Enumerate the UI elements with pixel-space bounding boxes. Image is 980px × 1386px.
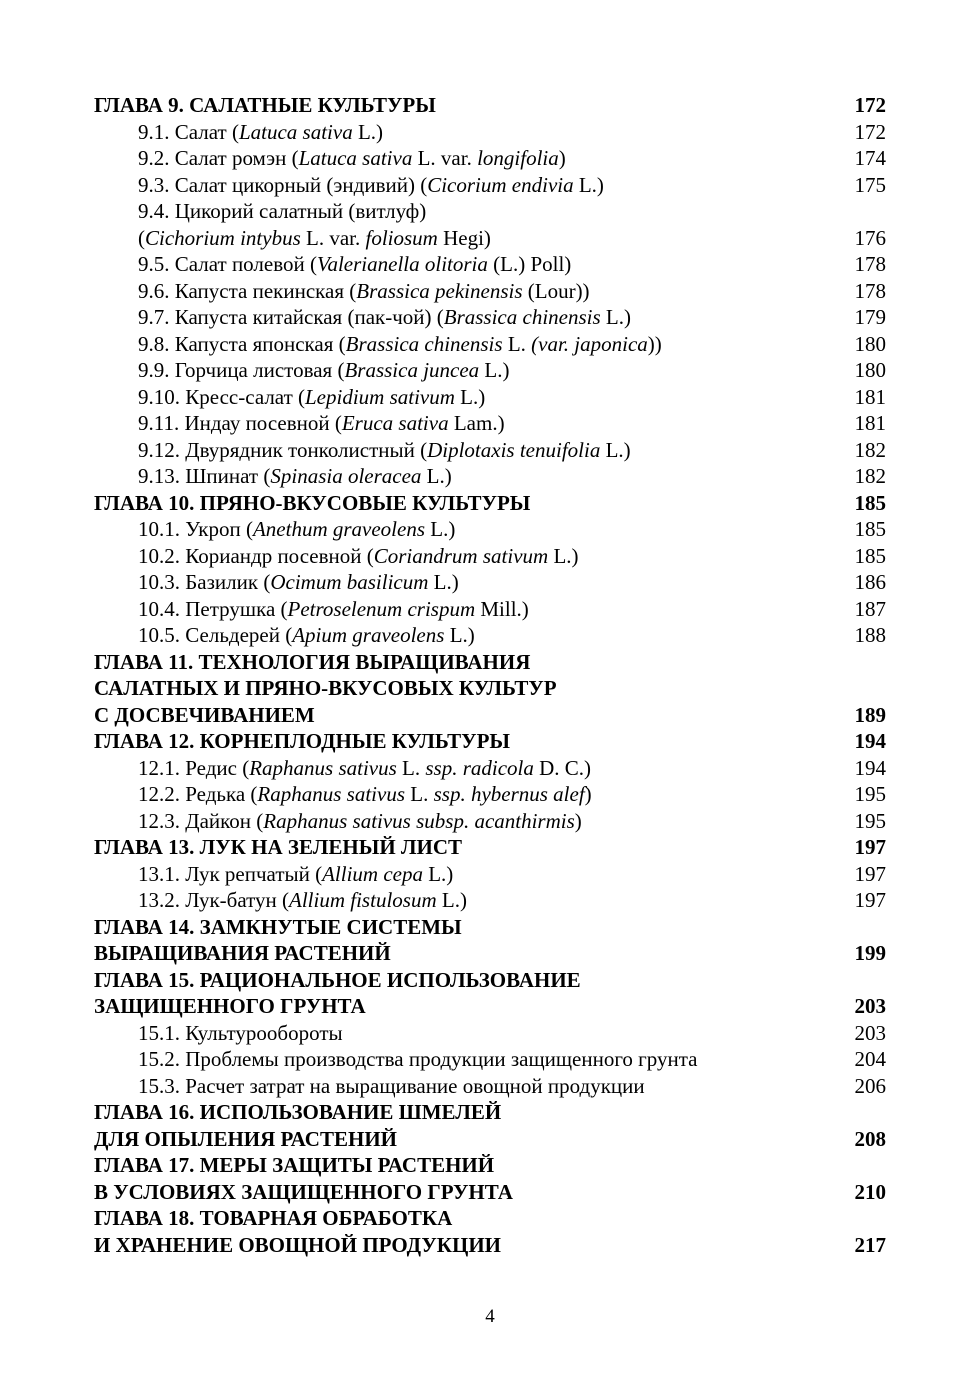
latin-name: Brassica juncea: [344, 358, 480, 382]
title-text: ГЛАВА 13. ЛУК НА ЗЕЛЕНЫЙ ЛИСТ: [94, 835, 463, 859]
toc-entry-title: [138, 887, 467, 914]
toc-entry-title: [138, 278, 590, 305]
toc-entry-title: [94, 92, 436, 119]
toc-entry-title: [94, 702, 315, 729]
toc-page-number: 187: [854, 596, 886, 621]
toc-entry-title: [94, 490, 530, 517]
toc-entry-title: [138, 331, 662, 358]
title-text: ГЛАВА 16. ИСПОЛЬЗОВАНИЕ ШМЕЛЕЙ: [94, 1100, 502, 1124]
title-text: 13.1. Лук репчатый (: [138, 861, 323, 886]
toc-section-entry[interactable]: [94, 225, 886, 252]
title-text: 9.6. Капуста пекинская (: [138, 278, 357, 303]
title-text: 12.1. Редис (: [138, 755, 250, 780]
latin-name: Raphanus sativus: [257, 782, 406, 806]
toc-page-number: 182: [854, 464, 886, 488]
toc-section-entry[interactable]: [94, 543, 886, 570]
toc-section-entry[interactable]: [94, 304, 886, 331]
toc-entry-title: [138, 861, 453, 888]
toc-entry-title: [138, 808, 582, 835]
toc-entry-title: [138, 251, 571, 278]
title-text: 9.4. Цикорий салатный (витлуф): [138, 199, 427, 223]
table-of-contents: [94, 92, 886, 1258]
title-text: L.): [573, 172, 604, 197]
toc-entry-title: [138, 225, 491, 252]
toc-chapter-entry[interactable]: [94, 1205, 886, 1232]
title-text: И ХРАНЕНИЕ ОВОЩНОЙ ПРОДУКЦИИ: [94, 1232, 501, 1257]
toc-section-entry[interactable]: [94, 622, 886, 649]
toc-entry-title: [138, 622, 475, 649]
latin-name: Allium cepa: [322, 861, 423, 886]
toc-section-entry[interactable]: [94, 808, 886, 835]
title-text: ): [574, 808, 582, 833]
title-text: 10.4. Петрушка (: [138, 596, 288, 621]
toc-page-number: 199: [854, 941, 886, 965]
toc-section-entry[interactable]: [94, 516, 886, 543]
toc-entry-title: [94, 1099, 501, 1126]
toc-section-entry[interactable]: [94, 278, 886, 305]
title-text: САЛАТНЫХ И ПРЯНО-ВКУСОВЫХ КУЛЬТУР: [94, 676, 557, 700]
toc-page-number: 195: [854, 782, 886, 806]
title-text: ВЫРАЩИВАНИЯ РАСТЕНИЙ: [94, 941, 391, 965]
title-text: L. var.: [412, 146, 478, 170]
latin-name: Raphanus sativus: [249, 755, 397, 780]
title-text: L.): [352, 119, 384, 144]
toc-section-entry[interactable]: [94, 1046, 886, 1073]
latin-name: Lepidium sativum: [305, 384, 455, 409]
title-text: L.): [600, 305, 631, 329]
toc-page-number: 180: [854, 331, 886, 356]
latin-name: (var. japonica: [531, 331, 648, 356]
toc-page-number: 188: [854, 623, 886, 647]
title-text: ГЛАВА 15. РАЦИОНАЛЬНОЕ ИСПОЛЬЗОВАНИЕ: [94, 967, 581, 992]
toc-entry-title: [138, 1020, 343, 1047]
title-text: 13.2. Лук-батун (: [138, 888, 290, 912]
latin-name: Petroselenum crispum: [287, 596, 476, 621]
toc-chapter-entry[interactable]: [94, 914, 886, 941]
title-text: Hegi): [437, 225, 491, 250]
toc-section-entry[interactable]: [94, 1020, 886, 1047]
toc-page-number: 179: [854, 305, 886, 329]
title-text: 15.1. Культурообороты: [138, 1020, 343, 1045]
title-text: ГЛАВА 12. КОРНЕПЛОДНЫЕ КУЛЬТУРЫ: [94, 729, 511, 753]
toc-chapter-entry[interactable]: [94, 675, 886, 702]
title-text: 12.3. Дайкон (: [138, 808, 264, 833]
toc-chapter-entry[interactable]: [94, 1179, 886, 1206]
title-text: 9.7. Капуста китайская (пак-чой) (: [138, 305, 444, 329]
title-text: L.): [425, 517, 456, 541]
title-text: 15.2. Проблемы производства продукции защищенного грунта: [138, 1047, 698, 1071]
latin-name: Brassica pekinensis: [356, 278, 523, 303]
toc-section-entry[interactable]: [94, 251, 886, 278]
latin-name: foliosum: [365, 225, 438, 250]
toc-entry-title: [94, 1152, 494, 1179]
toc-section-entry[interactable]: [94, 198, 886, 225]
latin-name: Raphanus sativus subsp. acanthirmis: [263, 808, 575, 833]
toc-chapter-entry[interactable]: [94, 728, 886, 755]
toc-page-number: 206: [854, 1073, 886, 1098]
title-text: ГЛАВА 17. МЕРЫ ЗАЩИТЫ РАСТЕНИЙ: [94, 1153, 495, 1177]
title-text: D. C.): [533, 755, 592, 780]
title-text: С ДОСВЕЧИВАНИЕМ: [94, 702, 315, 727]
title-text: L.): [479, 358, 510, 382]
toc-entry-title: [138, 569, 459, 596]
latin-name: Cicorium endivia: [427, 172, 574, 197]
toc-chapter-entry[interactable]: [94, 1152, 886, 1179]
toc-section-entry[interactable]: [94, 463, 886, 490]
title-text: L.): [428, 570, 459, 594]
toc-section-entry[interactable]: [94, 172, 886, 199]
title-text: L.): [421, 464, 452, 488]
toc-page-number: 197: [854, 888, 886, 912]
toc-chapter-entry[interactable]: [94, 834, 886, 861]
toc-entry-title: [138, 437, 631, 464]
title-text: (: [138, 225, 145, 250]
toc-chapter-entry[interactable]: [94, 649, 886, 676]
title-text: 9.9. Горчица листовая (: [138, 358, 345, 382]
toc-entry-title: [94, 649, 530, 676]
toc-page-number: 210: [854, 1179, 886, 1204]
latin-name: ssp. radicola: [425, 755, 534, 780]
toc-entry-title: [94, 940, 391, 967]
toc-chapter-entry[interactable]: [94, 940, 886, 967]
toc-page-number: 185: [854, 490, 886, 515]
latin-name: Valerianella olitoria: [316, 252, 488, 276]
toc-chapter-entry[interactable]: [94, 92, 886, 119]
toc-chapter-entry[interactable]: [94, 993, 886, 1020]
title-text: 10.1. Укроп (: [138, 517, 253, 541]
toc-page-number: 178: [854, 252, 886, 276]
toc-page-number: 203: [854, 1020, 886, 1045]
toc-entry-title: [138, 410, 505, 437]
title-text: 10.3. Базилик (: [138, 570, 271, 594]
toc-page-number: 185: [854, 517, 886, 541]
toc-section-entry[interactable]: [94, 887, 886, 914]
title-text: ): [558, 146, 566, 170]
toc-section-entry[interactable]: [94, 357, 886, 384]
title-text: В УСЛОВИЯХ ЗАЩИЩЕННОГО ГРУНТА: [94, 1179, 513, 1204]
title-text: 10.2. Кориандр посевной (: [138, 543, 374, 568]
toc-page-number: 181: [854, 384, 886, 409]
title-text: L.): [548, 543, 579, 568]
title-text: ): [584, 782, 592, 806]
toc-entry-title: [94, 967, 581, 994]
toc-entry-title: [94, 914, 462, 941]
title-text: ГЛАВА 14. ЗАМКНУТЫЕ СИСТЕМЫ: [94, 914, 462, 939]
title-text: L.): [422, 861, 454, 886]
latin-name: Diplotaxis tenuifolia: [427, 437, 601, 462]
toc-section-entry[interactable]: [94, 331, 886, 358]
title-text: Lam.): [448, 411, 505, 435]
toc-page-number: 174: [854, 146, 886, 170]
page-number: 4: [485, 1306, 495, 1327]
toc-page-number: 197: [854, 835, 886, 859]
toc-entry-title: [138, 198, 426, 225]
toc-chapter-entry[interactable]: [94, 967, 886, 994]
title-text: 9.1. Салат (: [138, 119, 239, 144]
title-text: 9.2. Салат ромэн (: [138, 146, 299, 170]
toc-section-entry[interactable]: [94, 1073, 886, 1100]
toc-page-number: 182: [854, 437, 886, 462]
toc-entry-title: [94, 728, 510, 755]
toc-entry-title: [138, 543, 579, 570]
title-text: L. var.: [300, 225, 366, 250]
toc-page-number: 195: [854, 808, 886, 833]
title-text: L.): [436, 888, 467, 912]
toc-section-entry[interactable]: [94, 145, 886, 172]
title-text: 15.3. Расчет затрат на выращивание овощной продукции: [138, 1073, 645, 1098]
title-text: 9.5. Салат полевой (: [138, 252, 317, 276]
title-text: Mill.): [475, 596, 529, 621]
title-text: L.: [405, 782, 434, 806]
toc-entry-title: [94, 1179, 513, 1206]
latin-name: ssp. hybernus alef: [433, 782, 585, 806]
latin-name: Allium fistulosum: [289, 888, 437, 912]
toc-page-number: 208: [854, 1126, 886, 1151]
toc-entry-title: [138, 596, 529, 623]
toc-section-entry[interactable]: [94, 437, 886, 464]
toc-section-entry[interactable]: [94, 119, 886, 146]
title-text: 12.2. Редька (: [138, 782, 258, 806]
toc-section-entry[interactable]: [94, 384, 886, 411]
toc-entry-title: [138, 755, 591, 782]
toc-section-entry[interactable]: [94, 569, 886, 596]
toc-entry-title: [94, 993, 366, 1020]
title-text: ГЛАВА 11. ТЕХНОЛОГИЯ ВЫРАЩИВАНИЯ: [94, 649, 531, 674]
title-text: 9.8. Капуста японская (: [138, 331, 346, 356]
toc-chapter-entry[interactable]: [94, 702, 886, 729]
title-text: ДЛЯ ОПЫЛЕНИЯ РАСТЕНИЙ: [94, 1126, 397, 1151]
toc-page-number: 185: [854, 543, 886, 568]
title-text: 10.5. Сельдерей (: [138, 623, 293, 647]
toc-section-entry[interactable]: [94, 410, 886, 437]
toc-page-number: 204: [854, 1047, 886, 1071]
toc-entry-title: [138, 516, 455, 543]
toc-page-number: 175: [854, 172, 886, 197]
toc-page-number: 178: [854, 278, 886, 303]
title-text: 9.13. Шпинат (: [138, 464, 271, 488]
title-text: ГЛАВА 10. ПРЯНО-ВКУСОВЫЕ КУЛЬТУРЫ: [94, 490, 531, 515]
toc-page-number: 197: [854, 861, 886, 886]
title-text: L.): [454, 384, 486, 409]
toc-entry-title: [138, 304, 631, 331]
latin-name: Latuca sativa: [238, 119, 353, 144]
toc-entry-title: [94, 834, 462, 861]
toc-section-entry[interactable]: [94, 781, 886, 808]
toc-entry-title: [94, 1232, 501, 1259]
title-text: L.: [396, 755, 426, 780]
toc-entry-title: [138, 172, 604, 199]
title-text: ЗАЩИЩЕННОГО ГРУНТА: [94, 994, 366, 1018]
toc-page-number: 217: [854, 1232, 886, 1257]
toc-page-number: 194: [854, 755, 886, 780]
title-text: (Lour)): [522, 278, 590, 303]
toc-page-number: 194: [854, 729, 886, 753]
title-text: 9.3. Салат цикорный (эндивий) (: [138, 172, 428, 197]
toc-entry-title: [138, 463, 452, 490]
latin-name: Anethum graveolens: [252, 517, 426, 541]
toc-page-number: 176: [854, 225, 886, 250]
latin-name: longifolia: [477, 146, 559, 170]
title-text: 9.12. Двурядник тонколистный (: [138, 437, 428, 462]
toc-entry-title: [138, 781, 592, 808]
latin-name: Eruca sativa: [341, 411, 449, 435]
title-text: L.): [600, 437, 631, 462]
toc-chapter-entry[interactable]: [94, 1099, 886, 1126]
toc-chapter-entry[interactable]: [94, 1232, 886, 1259]
toc-entry-title: [94, 1205, 452, 1232]
title-text: (L.) Poll): [487, 252, 572, 276]
title-text: ГЛАВА 9. САЛАТНЫЕ КУЛЬТУРЫ: [94, 93, 436, 117]
toc-page-number: 172: [854, 119, 886, 144]
title-text: )): [647, 331, 662, 356]
title-text: 9.11. Индау посевной (: [138, 411, 342, 435]
title-text: L.: [502, 331, 532, 356]
toc-chapter-entry[interactable]: [94, 1126, 886, 1153]
title-text: L.): [444, 623, 475, 647]
toc-entry-title: [138, 384, 485, 411]
toc-page-number: 181: [854, 411, 886, 435]
toc-entry-title: [138, 1046, 698, 1073]
title-text: ГЛАВА 18. ТОВАРНАЯ ОБРАБОТКА: [94, 1206, 453, 1230]
toc-page-number: 180: [854, 358, 886, 382]
toc-entry-title: [138, 119, 383, 146]
toc-page-number: 172: [854, 93, 886, 117]
toc-entry-title: [94, 675, 557, 702]
latin-name: Spinasia oleracea: [270, 464, 422, 488]
latin-name: Brassica chinensis: [345, 331, 503, 356]
toc-entry-title: [138, 145, 566, 172]
toc-page-number: 186: [854, 570, 886, 594]
toc-entry-title: [94, 1126, 397, 1153]
latin-name: Cichorium intybus: [145, 225, 301, 250]
toc-entry-title: [138, 357, 510, 384]
latin-name: Brassica chinensis: [443, 305, 601, 329]
latin-name: Ocimum basilicum: [270, 570, 429, 594]
title-text: 9.10. Кресс-салат (: [138, 384, 305, 409]
toc-page-number: 203: [854, 994, 886, 1018]
toc-entry-title: [138, 1073, 645, 1100]
toc-section-entry[interactable]: [94, 755, 886, 782]
toc-chapter-entry[interactable]: [94, 490, 886, 517]
toc-section-entry[interactable]: [94, 861, 886, 888]
toc-page-number: 189: [854, 702, 886, 727]
latin-name: Apium graveolens: [292, 623, 445, 647]
latin-name: Latuca sativa: [298, 146, 413, 170]
latin-name: Coriandrum sativum: [373, 543, 549, 568]
toc-section-entry[interactable]: [94, 596, 886, 623]
